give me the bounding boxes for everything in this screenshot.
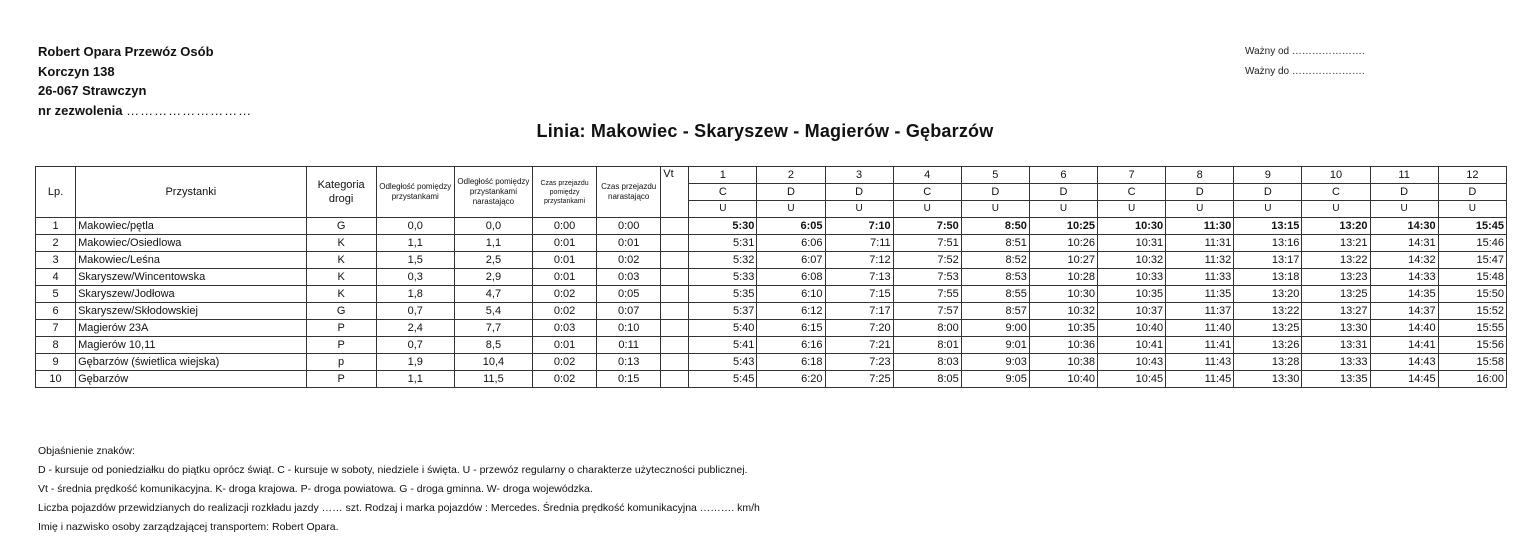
course-number-8: 8 xyxy=(1166,167,1234,184)
course-service-type-2: U xyxy=(757,201,825,218)
departure-time: 11:45 xyxy=(1166,371,1234,388)
departure-time: 6:06 xyxy=(757,235,825,252)
vt-value xyxy=(661,235,689,252)
course-service-type-5: U xyxy=(961,201,1029,218)
departure-time: 5:45 xyxy=(689,371,757,388)
road-category: P xyxy=(306,320,376,337)
departure-time: 8:51 xyxy=(961,235,1029,252)
distance-cumulative: 2,9 xyxy=(454,269,532,286)
travel-time-cumulative: 0:03 xyxy=(597,269,661,286)
vt-value xyxy=(661,218,689,235)
table-row xyxy=(36,337,1507,354)
departure-time: 10:45 xyxy=(1098,371,1166,388)
departure-time: 11:40 xyxy=(1166,320,1234,337)
departure-time: 5:31 xyxy=(689,235,757,252)
row-lp: 9 xyxy=(36,354,76,371)
valid-from: Ważny od …………………. xyxy=(1245,46,1365,57)
departure-time: 14:30 xyxy=(1370,218,1438,235)
departure-time: 15:48 xyxy=(1438,269,1506,286)
departure-time: 7:50 xyxy=(893,218,961,235)
departure-time: 15:46 xyxy=(1438,235,1506,252)
travel-time-cumulative: 0:02 xyxy=(597,252,661,269)
departure-time: 8:05 xyxy=(893,371,961,388)
departure-time: 9:03 xyxy=(961,354,1029,371)
road-category: P xyxy=(306,371,376,388)
departure-time: 14:32 xyxy=(1370,252,1438,269)
departure-time: 13:35 xyxy=(1302,371,1370,388)
course-number-1: 1 xyxy=(689,167,757,184)
departure-time: 7:25 xyxy=(825,371,893,388)
departure-time: 10:35 xyxy=(1098,286,1166,303)
departure-time: 10:41 xyxy=(1098,337,1166,354)
course-service-type-6: U xyxy=(1029,201,1097,218)
departure-time: 11:43 xyxy=(1166,354,1234,371)
departure-time: 7:13 xyxy=(825,269,893,286)
row-lp: 10 xyxy=(36,371,76,388)
distance-cumulative: 1,1 xyxy=(454,235,532,252)
departure-time: 14:37 xyxy=(1370,303,1438,320)
departure-time: 13:25 xyxy=(1302,286,1370,303)
stop-name: Makowiec/pętla xyxy=(76,218,306,235)
distance-cumulative: 5,4 xyxy=(454,303,532,320)
company-name: Robert Opara Przewóz Osób xyxy=(38,44,214,59)
table-row xyxy=(36,354,1507,371)
departure-time: 5:32 xyxy=(689,252,757,269)
distance: 0,0 xyxy=(376,218,454,235)
travel-time-cumulative: 0:10 xyxy=(597,320,661,337)
distance: 0,3 xyxy=(376,269,454,286)
road-category: G xyxy=(306,303,376,320)
travel-time: 0:00 xyxy=(533,218,597,235)
road-category: p xyxy=(306,354,376,371)
stop-name: Magierów 10,11 xyxy=(76,337,306,354)
distance: 0,7 xyxy=(376,337,454,354)
departure-time: 13:28 xyxy=(1234,354,1302,371)
departure-time: 6:05 xyxy=(757,218,825,235)
course-service-type-11: U xyxy=(1370,201,1438,218)
course-day-code-2: D xyxy=(757,184,825,201)
course-day-code-7: C xyxy=(1098,184,1166,201)
vt-value xyxy=(661,252,689,269)
departure-time: 5:43 xyxy=(689,354,757,371)
timetable xyxy=(35,166,1507,388)
company-info xyxy=(38,42,252,120)
travel-time-cumulative: 0:13 xyxy=(597,354,661,371)
course-day-code-4: C xyxy=(893,184,961,201)
departure-time: 13:20 xyxy=(1302,218,1370,235)
departure-time: 6:10 xyxy=(757,286,825,303)
course-day-code-3: D xyxy=(825,184,893,201)
permit-dots: ……………………… xyxy=(126,102,253,118)
travel-time: 0:01 xyxy=(533,269,597,286)
travel-time-cumulative: 0:05 xyxy=(597,286,661,303)
departure-time: 10:26 xyxy=(1029,235,1097,252)
course-number-6: 6 xyxy=(1029,167,1097,184)
road-category: G xyxy=(306,218,376,235)
departure-time: 7:52 xyxy=(893,252,961,269)
departure-time: 10:27 xyxy=(1029,252,1097,269)
course-number-5: 5 xyxy=(961,167,1029,184)
table-row xyxy=(36,286,1507,303)
departure-time: 11:41 xyxy=(1166,337,1234,354)
legend-manager: Imię i nazwisko osoby zarządzającej transportem: Robert Opara. xyxy=(38,521,339,533)
departure-time: 6:20 xyxy=(757,371,825,388)
departure-time: 13:17 xyxy=(1234,252,1302,269)
departure-time: 7:57 xyxy=(893,303,961,320)
company-city: 26-067 Strawczyn xyxy=(38,83,147,98)
travel-time: 0:02 xyxy=(533,286,597,303)
vt-value xyxy=(661,337,689,354)
departure-time: 13:27 xyxy=(1302,303,1370,320)
departure-time: 8:52 xyxy=(961,252,1029,269)
course-day-code-9: D xyxy=(1234,184,1302,201)
table-row xyxy=(36,320,1507,337)
departure-time: 10:30 xyxy=(1029,286,1097,303)
course-number-12: 12 xyxy=(1438,167,1506,184)
permit-label: nr zezwolenia xyxy=(38,102,123,118)
departure-time: 10:31 xyxy=(1098,235,1166,252)
departure-time: 13:15 xyxy=(1234,218,1302,235)
vt-value xyxy=(661,303,689,320)
stop-name: Makowiec/Osiedlowa xyxy=(76,235,306,252)
course-service-type-10: U xyxy=(1302,201,1370,218)
departure-time: 7:15 xyxy=(825,286,893,303)
table-row xyxy=(36,235,1507,252)
header-row-course-numbers xyxy=(36,167,1507,184)
departure-time: 14:45 xyxy=(1370,371,1438,388)
departure-time: 9:05 xyxy=(961,371,1029,388)
course-day-code-12: D xyxy=(1438,184,1506,201)
course-service-type-8: U xyxy=(1166,201,1234,218)
stop-name: Skaryszew/Jodłowa xyxy=(76,286,306,303)
row-lp: 3 xyxy=(36,252,76,269)
departure-time: 14:35 xyxy=(1370,286,1438,303)
departure-time: 14:43 xyxy=(1370,354,1438,371)
departure-time: 8:50 xyxy=(961,218,1029,235)
departure-time: 15:50 xyxy=(1438,286,1506,303)
travel-time: 0:01 xyxy=(533,235,597,252)
course-day-code-11: D xyxy=(1370,184,1438,201)
course-number-3: 3 xyxy=(825,167,893,184)
departure-time: 7:53 xyxy=(893,269,961,286)
course-day-code-6: D xyxy=(1029,184,1097,201)
departure-time: 13:30 xyxy=(1234,371,1302,388)
departure-time: 13:33 xyxy=(1302,354,1370,371)
departure-time: 7:10 xyxy=(825,218,893,235)
stop-name: Makowiec/Leśna xyxy=(76,252,306,269)
travel-time-cumulative: 0:00 xyxy=(597,218,661,235)
course-number-7: 7 xyxy=(1098,167,1166,184)
distance: 1,1 xyxy=(376,371,454,388)
distance-cumulative: 2,5 xyxy=(454,252,532,269)
departure-time: 10:32 xyxy=(1098,252,1166,269)
row-lp: 5 xyxy=(36,286,76,303)
header-category: Kategoria drogi xyxy=(306,167,376,218)
table-row xyxy=(36,371,1507,388)
line-title: Linia: Makowiec - Skaryszew - Magierów - Gębarzów xyxy=(536,121,994,141)
table-row xyxy=(36,303,1507,320)
departure-time: 8:53 xyxy=(961,269,1029,286)
departure-time: 13:21 xyxy=(1302,235,1370,252)
departure-time: 6:12 xyxy=(757,303,825,320)
departure-time: 5:35 xyxy=(689,286,757,303)
travel-time: 0:02 xyxy=(533,354,597,371)
departure-time: 6:16 xyxy=(757,337,825,354)
course-service-type-7: U xyxy=(1098,201,1166,218)
stop-name: Magierów 23A xyxy=(76,320,306,337)
departure-time: 7:23 xyxy=(825,354,893,371)
vt-value xyxy=(661,371,689,388)
departure-time: 10:32 xyxy=(1029,303,1097,320)
departure-time: 9:01 xyxy=(961,337,1029,354)
departure-time: 10:40 xyxy=(1029,371,1097,388)
course-service-type-12: U xyxy=(1438,201,1506,218)
departure-time: 15:55 xyxy=(1438,320,1506,337)
departure-time: 16:00 xyxy=(1438,371,1506,388)
departure-time: 9:00 xyxy=(961,320,1029,337)
departure-time: 10:38 xyxy=(1029,354,1097,371)
departure-time: 11:37 xyxy=(1166,303,1234,320)
departure-time: 5:37 xyxy=(689,303,757,320)
departure-time: 13:23 xyxy=(1302,269,1370,286)
course-day-code-5: D xyxy=(961,184,1029,201)
departure-time: 13:18 xyxy=(1234,269,1302,286)
distance-cumulative: 8,5 xyxy=(454,337,532,354)
distance: 1,5 xyxy=(376,252,454,269)
row-lp: 6 xyxy=(36,303,76,320)
permit-number xyxy=(38,101,252,121)
departure-time: 7:11 xyxy=(825,235,893,252)
distance: 1,9 xyxy=(376,354,454,371)
departure-time: 7:12 xyxy=(825,252,893,269)
row-lp: 1 xyxy=(36,218,76,235)
header-lp: Lp. xyxy=(36,167,76,218)
departure-time: 8:55 xyxy=(961,286,1029,303)
road-category: K xyxy=(306,252,376,269)
header-distance: Odległość pomiędzy przystankami xyxy=(376,167,454,218)
road-category: P xyxy=(306,337,376,354)
departure-time: 8:01 xyxy=(893,337,961,354)
vt-value xyxy=(661,286,689,303)
road-category: K xyxy=(306,286,376,303)
departure-time: 10:40 xyxy=(1098,320,1166,337)
departure-time: 11:30 xyxy=(1166,218,1234,235)
legend-title: Objaśnienie znaków: xyxy=(38,445,135,457)
departure-time: 7:55 xyxy=(893,286,961,303)
departure-time: 11:32 xyxy=(1166,252,1234,269)
departure-time: 15:58 xyxy=(1438,354,1506,371)
legend xyxy=(38,442,760,537)
course-service-type-3: U xyxy=(825,201,893,218)
header-time: Czas przejazdu pomiędzy przystankami xyxy=(533,167,597,218)
distance: 1,1 xyxy=(376,235,454,252)
stop-name: Gębarzów (świetlica wiejska) xyxy=(76,354,306,371)
legend-vehicles: Liczba pojazdów przewidzianych do realizacji rozkładu jazdy …… szt. Rodzaj i marka pojazdów : Mercedes. Średnia prędkość komunikacyjna ………. km/h xyxy=(38,502,760,514)
road-category: K xyxy=(306,235,376,252)
travel-time-cumulative: 0:07 xyxy=(597,303,661,320)
departure-time: 7:51 xyxy=(893,235,961,252)
row-lp: 7 xyxy=(36,320,76,337)
row-lp: 8 xyxy=(36,337,76,354)
header-stops: Przystanki xyxy=(76,167,306,218)
departure-time: 6:15 xyxy=(757,320,825,337)
stop-name: Skaryszew/Wincentowska xyxy=(76,269,306,286)
distance-cumulative: 11,5 xyxy=(454,371,532,388)
stop-name: Gębarzów xyxy=(76,371,306,388)
departure-time: 6:08 xyxy=(757,269,825,286)
header-vt: Vt xyxy=(661,167,689,218)
departure-time: 15:45 xyxy=(1438,218,1506,235)
departure-time: 14:41 xyxy=(1370,337,1438,354)
travel-time: 0:02 xyxy=(533,303,597,320)
row-lp: 4 xyxy=(36,269,76,286)
departure-time: 13:25 xyxy=(1234,320,1302,337)
departure-time: 10:43 xyxy=(1098,354,1166,371)
course-service-type-4: U xyxy=(893,201,961,218)
departure-time: 11:35 xyxy=(1166,286,1234,303)
travel-time: 0:01 xyxy=(533,252,597,269)
departure-time: 8:00 xyxy=(893,320,961,337)
distance-cumulative: 4,7 xyxy=(454,286,532,303)
table-row xyxy=(36,218,1507,235)
course-number-10: 10 xyxy=(1302,167,1370,184)
travel-time-cumulative: 0:11 xyxy=(597,337,661,354)
legend-day-codes: D - kursuje od poniedziałku do piątku oprócz świąt. C - kursuje w soboty, niedziele i święta. U - przewóz regularny o charakterze użyteczności publicznej. xyxy=(38,464,748,476)
course-number-2: 2 xyxy=(757,167,825,184)
table-row xyxy=(36,269,1507,286)
departure-time: 14:33 xyxy=(1370,269,1438,286)
vt-value xyxy=(661,320,689,337)
departure-time: 14:40 xyxy=(1370,320,1438,337)
departure-time: 10:28 xyxy=(1029,269,1097,286)
departure-time: 10:25 xyxy=(1029,218,1097,235)
departure-time: 13:30 xyxy=(1302,320,1370,337)
departure-time: 15:56 xyxy=(1438,337,1506,354)
departure-time: 10:35 xyxy=(1029,320,1097,337)
departure-time: 13:22 xyxy=(1234,303,1302,320)
departure-time: 11:33 xyxy=(1166,269,1234,286)
distance: 2,4 xyxy=(376,320,454,337)
departure-time: 10:30 xyxy=(1098,218,1166,235)
row-lp: 2 xyxy=(36,235,76,252)
distance: 0,7 xyxy=(376,303,454,320)
stop-name: Skaryszew/Skłodowskiej xyxy=(76,303,306,320)
departure-time: 8:57 xyxy=(961,303,1029,320)
departure-time: 13:16 xyxy=(1234,235,1302,252)
travel-time-cumulative: 0:01 xyxy=(597,235,661,252)
validity-block xyxy=(1245,42,1365,82)
vt-value xyxy=(661,269,689,286)
distance-cumulative: 7,7 xyxy=(454,320,532,337)
departure-time: 5:30 xyxy=(689,218,757,235)
departure-time: 5:33 xyxy=(689,269,757,286)
course-number-4: 4 xyxy=(893,167,961,184)
departure-time: 7:20 xyxy=(825,320,893,337)
course-day-code-8: D xyxy=(1166,184,1234,201)
departure-time: 6:07 xyxy=(757,252,825,269)
departure-time: 14:31 xyxy=(1370,235,1438,252)
travel-time: 0:02 xyxy=(533,371,597,388)
course-number-9: 9 xyxy=(1234,167,1302,184)
course-service-type-1: U xyxy=(689,201,757,218)
departure-time: 7:17 xyxy=(825,303,893,320)
distance-cumulative: 10,4 xyxy=(454,354,532,371)
departure-time: 5:41 xyxy=(689,337,757,354)
road-category: K xyxy=(306,269,376,286)
travel-time: 0:01 xyxy=(533,337,597,354)
course-day-code-10: C xyxy=(1302,184,1370,201)
legend-road-categories: Vt - średnia prędkość komunikacyjna. K- droga krajowa. P- droga powiatowa. G - droga gminna. W- droga wojewódzka. xyxy=(38,483,593,495)
departure-time: 6:18 xyxy=(757,354,825,371)
departure-time: 8:03 xyxy=(893,354,961,371)
travel-time: 0:03 xyxy=(533,320,597,337)
departure-time: 10:37 xyxy=(1098,303,1166,320)
departure-time: 10:36 xyxy=(1029,337,1097,354)
travel-time-cumulative: 0:15 xyxy=(597,371,661,388)
course-service-type-9: U xyxy=(1234,201,1302,218)
vt-value xyxy=(661,354,689,371)
departure-time: 5:40 xyxy=(689,320,757,337)
table-row xyxy=(36,252,1507,269)
departure-time: 13:20 xyxy=(1234,286,1302,303)
departure-time: 13:22 xyxy=(1302,252,1370,269)
departure-time: 7:21 xyxy=(825,337,893,354)
company-street: Korczyn 138 xyxy=(38,63,115,79)
departure-time: 11:31 xyxy=(1166,235,1234,252)
valid-to: Ważny do …………………. xyxy=(1245,66,1365,77)
course-day-code-1: C xyxy=(689,184,757,201)
timetable-body xyxy=(36,218,1507,388)
departure-time: 10:33 xyxy=(1098,269,1166,286)
distance-cumulative: 0,0 xyxy=(454,218,532,235)
distance: 1,8 xyxy=(376,286,454,303)
departure-time: 15:47 xyxy=(1438,252,1506,269)
course-number-11: 11 xyxy=(1370,167,1438,184)
header-time-cumulative: Czas przejazdu narastająco xyxy=(597,167,661,218)
departure-time: 15:52 xyxy=(1438,303,1506,320)
header-distance-cumulative: Odległość pomiędzy przystankami narastająco xyxy=(454,167,532,218)
departure-time: 13:31 xyxy=(1302,337,1370,354)
departure-time: 13:26 xyxy=(1234,337,1302,354)
